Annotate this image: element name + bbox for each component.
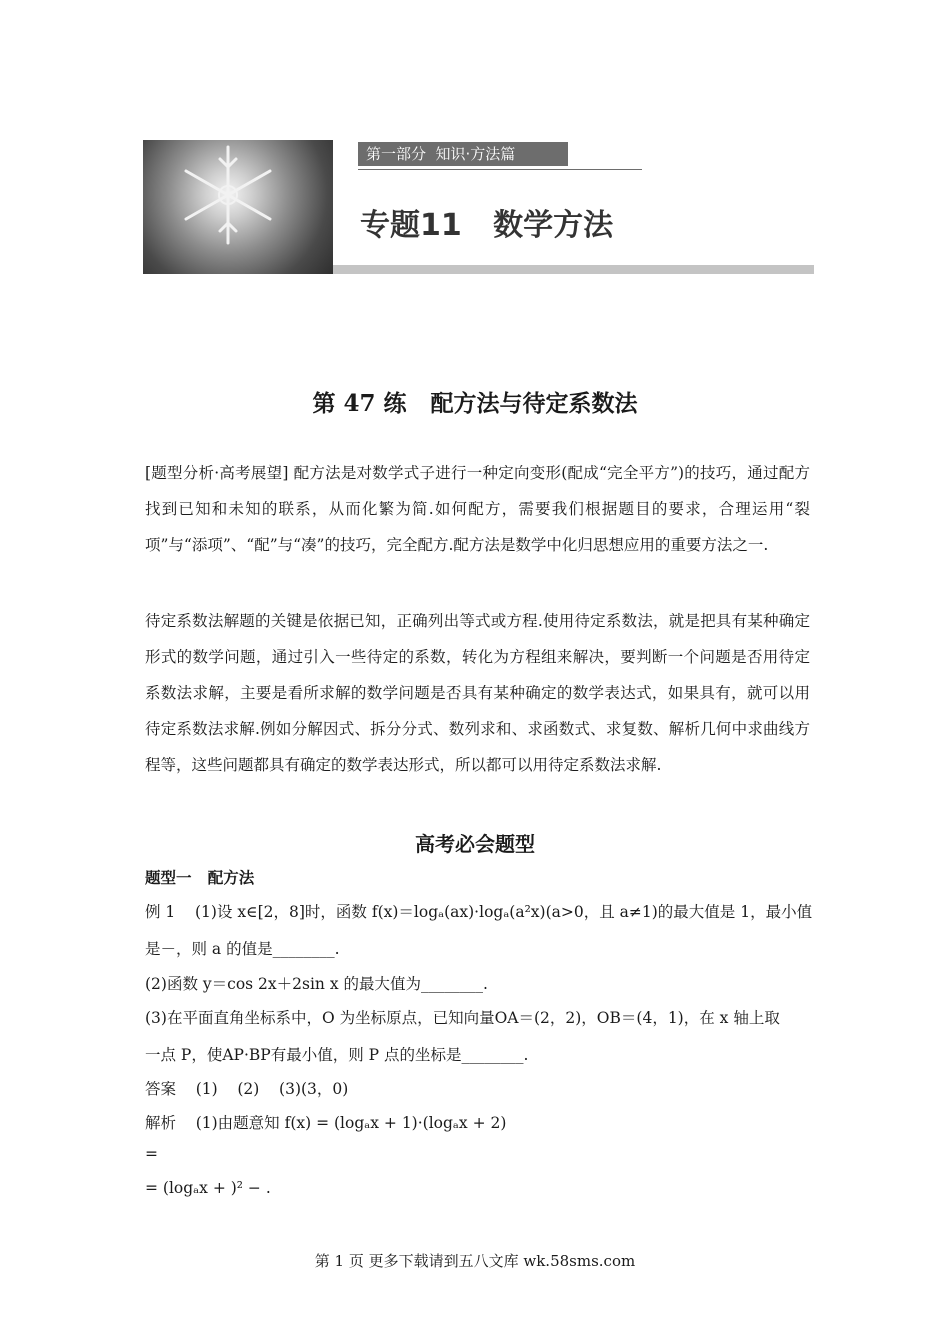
snowflake-banner-image bbox=[143, 140, 333, 274]
example-line-5: 一点 P，使AP·BP有最小值，则 P 点的坐标是________. bbox=[145, 1046, 529, 1064]
example-line-2: 是－，则 a 的值是________. bbox=[145, 940, 340, 958]
exercise-title: 第 47 练 配方法与待定系数法 bbox=[312, 390, 638, 417]
part-label: 第一部分 知识·方法篇 bbox=[358, 142, 568, 166]
intro-paragraph-2: 待定系数法解题的关键是依据已知，正确列出等式或方程.使用待定系数法，就是把具有某种确定形式的数学问题，通过引入一些待定的系数，转化为方程组来解决，要判断一个问题是否用待定系数法求解，主要是看所求解的数学问题是否具有某种确定的数学表达式，如果具有，就可以用待定系数法求解.例如分解因式、拆分分式、数列求和、求函数式、求复数、解析几何中求曲线方程等，这些问题都具有确定的数学表达形式，所以都可以用待定系数法求解. bbox=[145, 612, 810, 774]
example-line-1: 例 1 (1)设 x∈[2，8]时，函数 f(x)＝logₐ(ax)·logₐ(a²x)(a>0，且 a≠1)的最大值是 1，最小值 bbox=[145, 903, 813, 921]
example-line-3: (2)函数 y＝cos 2x＋2sin x 的最大值为________. bbox=[145, 975, 488, 993]
analysis-line-1: 解析 (1)由题意知 f(x) = (logₐx + 1)·(logₐx + 2) bbox=[145, 1114, 507, 1132]
analysis-line-3: = (logₐx + )² − . bbox=[145, 1179, 271, 1197]
snowflake-icon bbox=[143, 140, 333, 274]
page-footer: 第 1 页 更多下载请到五八文库 wk.58sms.com bbox=[314, 1252, 636, 1270]
topic-title: 专题11 数学方法 bbox=[360, 208, 614, 243]
banner-bar bbox=[333, 265, 814, 274]
example-line-4: (3)在平面直角坐标系中，O 为坐标原点，已知向量OA＝(2，2)，OB＝(4，1)，在 x 轴上取 bbox=[145, 1009, 780, 1027]
answer-line: 答案 (1) (2) (3)(3，0) bbox=[145, 1080, 349, 1098]
part-rule bbox=[358, 169, 642, 170]
analysis-line-2: = bbox=[145, 1145, 158, 1163]
type1-heading: 题型一 配方法 bbox=[145, 868, 255, 887]
intro-paragraph-1: [题型分析·高考展望] 配方法是对数学式子进行一种定向变形(配成“完全平方”)的技巧，通过配方找到已知和未知的联系，从而化繁为简.如何配方，需要我们根据题目的要求，合理运用“裂项”与“添项”、“配”与“凑”的技巧，完全配方.配方法是数学中化归思想应用的重要方法之一. bbox=[145, 464, 810, 554]
section-title: 高考必会题型 bbox=[415, 832, 535, 856]
